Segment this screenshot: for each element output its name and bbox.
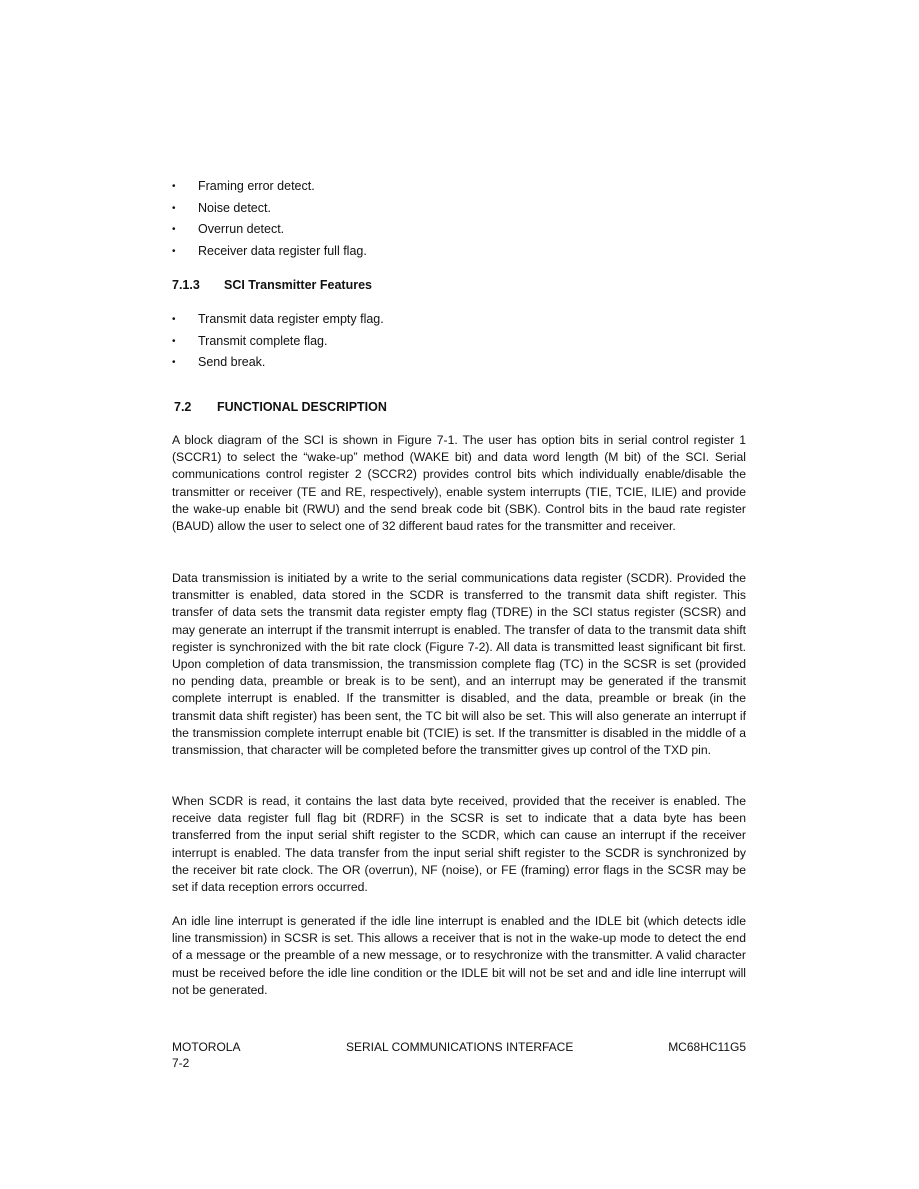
section-heading (172, 400, 387, 415)
transmitter-feature-list (172, 312, 384, 377)
list-item-text: Noise detect. (198, 200, 271, 215)
list-item (172, 244, 367, 259)
subsection-heading (172, 278, 372, 293)
section-number: 7.2 (174, 400, 192, 414)
list-item-text: Send break. (198, 355, 266, 369)
receiver-feature-list (172, 179, 367, 265)
list-item-text: Transmit complete flag. (198, 333, 328, 348)
bullet-icon: • (172, 335, 176, 347)
list-item (172, 201, 367, 216)
bullet-icon: • (172, 357, 176, 368)
document-page (172, 0, 746, 1189)
list-item-text: Transmit data register empty flag. (198, 312, 384, 326)
list-item (172, 334, 384, 349)
list-item-text: Receiver data register full flag. (198, 243, 367, 258)
list-item (172, 312, 384, 327)
bullet-icon: • (172, 224, 176, 235)
paragraph-scdr-read: When SCDR is read, it contains the last data byte received, provided that the receiver is enabled. The receive data register full flag bit (RDRF) in the SCSR is set to indicate that a data byte has been transferred from the input serial shift register to the SCDR, which can cause an interrupt if the receiver interrupt is enabled. The data transfer from the input serial shift register to the SCDR is synchronized by the receiver bit rate clock. The OR (overrun), NF (noise), or FE (framing) error flags in the SCSR may be set if data reception errors occurred. (172, 794, 746, 895)
list-item (172, 179, 367, 194)
subsection-title: SCI Transmitter Features (224, 278, 372, 292)
paragraph-idle-line: An idle line interrupt is generated if the idle line interrupt is enabled and the IDLE bit (which detects idle line transmission) in SCSR is set. This allows a receiver that is not in the wake-up mode to detect the end of a message or the preamble of a new message, or to resychronize with the transmitter. A valid character must be received before the idle line condition or the IDLE bit will not be set and and idle line interrupt will not be generated. (172, 914, 746, 997)
list-item-text: Framing error detect. (198, 179, 315, 193)
footer-company: MOTOROLA (172, 1040, 241, 1054)
paragraph-data-transmission: Data transmission is initiated by a write to the serial communications data register (SCDR). Provided the transmitter is enabled, data stored in the SCDR is transferred to the transmit data shift register. This transfer of data sets the transmit data register empty flag (TDRE) in the SCI status register (SCSR) and may generate an interrupt if the transmit interrupt is enabled. The transfer of data to the transmit data shift register is synchronized with the bit rate clock (Figure 7-2). All data is transmitted least significant bit first. Upon completion of data transmission, the transmission complete flag (TC) in the SCSR is set (provided no pending data, preamble or break is to be sent), and an interrupt may be generated if the transmit complete interrupt is enabled. If the transmitter is disabled, and the data, preamble or break (in the transmit data shift register) has been sent, the TC bit will also be set. This will also generate an interrupt if the transmission complete interrupt enable bit (TCIE) is set. If the transmitter is disabled in the middle of a transmission, that character will be completed before the transmitter gives up control of the TXD pin. (172, 571, 746, 758)
list-item (172, 355, 384, 370)
paragraph-block-diagram: A block diagram of the SCI is shown in Figure 7-1. The user has option bits in serial control register 1 (SCCR1) to select the “wake-up” method (WAKE bit) and data word length (M bit) of the SCI. Serial communications control register 2 (SCCR2) provides control bits which individually enable/disable the transmitter or receiver (TE and RE, respectively), enable system interrupts (TIE, TCIE, ILIE) and provide the wake-up enable bit (RWU) and the send break code bit (SBK). Control bits in the baud rate register (BAUD) allow the user to select one of 32 different baud rates for the transmitter and receiver. (172, 433, 746, 534)
subsection-number: 7.1.3 (172, 278, 200, 292)
list-item-text: Overrun detect. (198, 222, 285, 236)
bullet-icon: • (172, 202, 176, 214)
bullet-icon: • (172, 181, 176, 192)
page-number: 7-2 (172, 1056, 190, 1070)
list-item (172, 222, 367, 237)
bullet-icon: • (172, 245, 176, 257)
section-title: FUNCTIONAL DESCRIPTION (217, 400, 387, 414)
bullet-icon: • (172, 314, 176, 325)
footer-part-number: MC68HC11G5 (668, 1040, 746, 1054)
footer-chapter-title: SERIAL COMMUNICATIONS INTERFACE (346, 1040, 574, 1054)
